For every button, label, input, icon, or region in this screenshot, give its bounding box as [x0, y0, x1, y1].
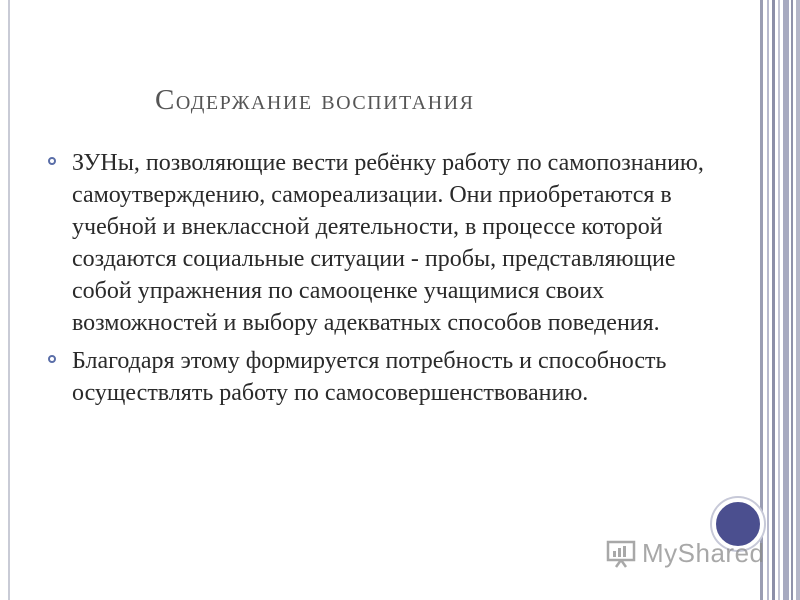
stripe	[791, 0, 793, 600]
slide-title: Содержание воспитания	[155, 84, 475, 116]
bullet-circle-icon	[48, 355, 56, 363]
bullet-text: ЗУНы, позволяющие вести ребёнку работу по самопознанию, самоутверждению, самореализации. Они приобретаются в учебной и внеклассной деятельности, в процессе которой создаются социальные ситуации - пробы, представляющие собой упражнения по самооценке учащимися своих возможностей и выбору адекватных способов поведения.	[72, 150, 704, 336]
left-border-line	[8, 0, 10, 600]
stripe	[772, 0, 775, 600]
stripe	[767, 0, 769, 600]
slide-body	[44, 147, 704, 415]
bullet-item	[44, 147, 704, 339]
bullet-circle-icon	[48, 157, 56, 165]
bullet-item	[44, 345, 704, 409]
watermark-text: MyShared	[642, 537, 765, 568]
bullet-text: Благодаря этому формируется потребность и способность осуществлять работу по самосовершенствованию.	[72, 348, 667, 406]
stripe	[796, 0, 800, 600]
watermark	[606, 536, 765, 570]
stripe	[783, 0, 789, 600]
decorative-stripes	[760, 0, 800, 600]
presentation-chart-icon	[606, 538, 636, 568]
stripe	[778, 0, 780, 600]
